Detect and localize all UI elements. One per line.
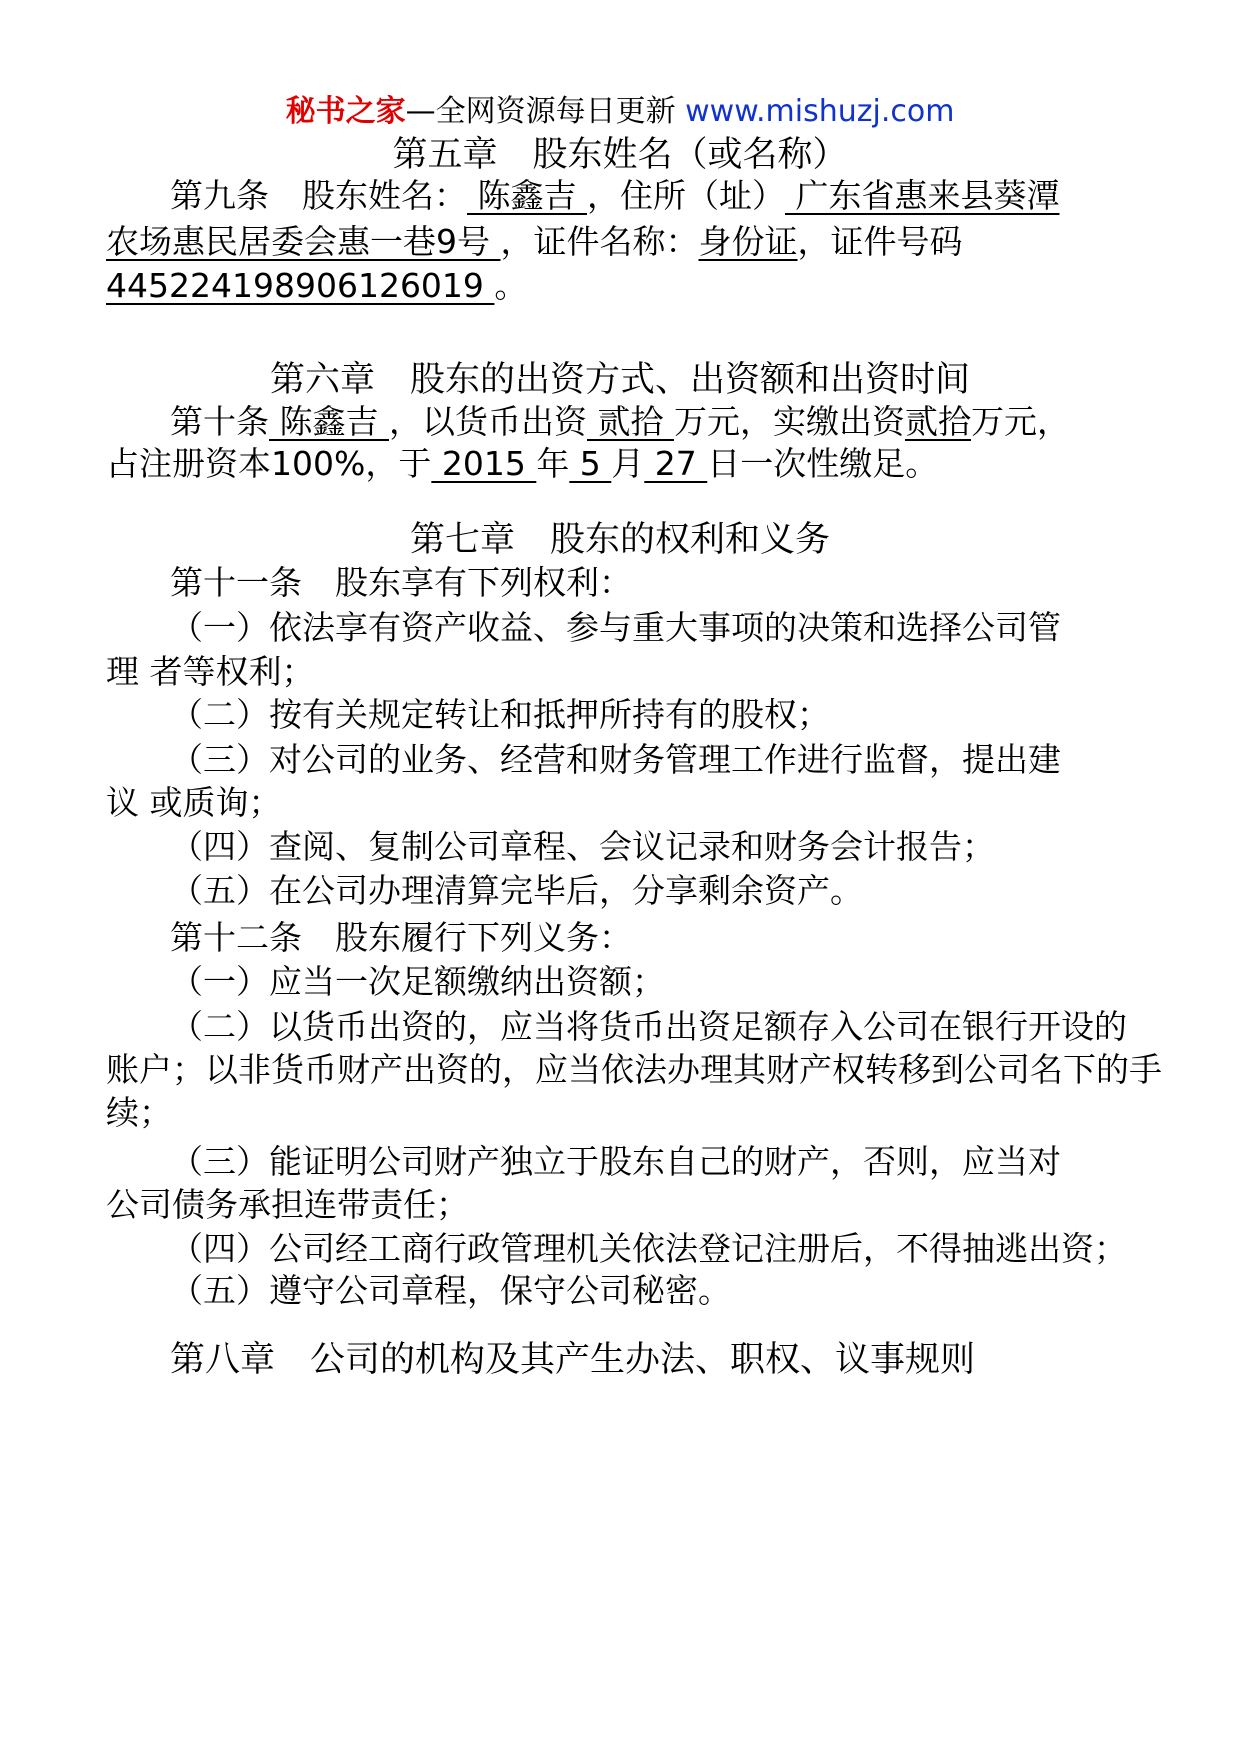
duty-item-4: （四）公司经工商行政管理机关依法登记注册后，不得抽逃出资；	[170, 1229, 1127, 1268]
shareholder-name: 陈鑫吉	[467, 176, 587, 215]
text: 占注册资本100%，于	[106, 444, 432, 483]
text: 日一次性缴足。	[707, 444, 939, 483]
chapter-6-title: 第六章 股东的出资方式、出资额和出资时间	[269, 360, 970, 400]
article-10-line-1	[170, 400, 1070, 444]
duty-item-2-line-3: 续；	[106, 1093, 172, 1132]
text: 万元，	[970, 402, 1070, 441]
text: ，以货币出资	[388, 402, 587, 441]
article-9-label: 第九条 股东姓名：	[170, 176, 467, 215]
text: 年	[536, 444, 570, 483]
article-10-label: 第十条	[170, 402, 269, 441]
duty-item-1: （一）应当一次足额缴纳出资额；	[170, 962, 665, 1001]
site-header	[0, 90, 1240, 134]
address-part-1: 广东省惠来县葵潭	[784, 176, 1060, 215]
article-11-label: 第十一条 股东享有下列权利：	[170, 563, 632, 602]
right-item-3-line-1: （三）对公司的业务、经营和财务管理工作进行监督，提出建	[170, 740, 1061, 779]
paid-amount: 贰拾	[904, 402, 971, 441]
id-number: 445224198906126019	[106, 266, 495, 305]
article-9-line-3	[106, 264, 527, 308]
right-item-1-line-2: 理 者等权利；	[106, 652, 315, 691]
address-part-2: 农场惠民居委会惠一巷9号	[106, 222, 501, 261]
chapter-8-title: 第八章 公司的机构及其产生办法、职权、议事规则	[170, 1340, 976, 1380]
text: ，证件号码	[797, 222, 963, 261]
duty-item-2-line-2: 账户；以非货币财产出资的，应当依法办理其财产权转移到公司名下的手	[106, 1050, 1162, 1089]
right-item-2: （二）按有关规定转让和抵押所持有的股权；	[170, 695, 830, 734]
header-slogan: —全网资源每日更新	[405, 94, 686, 129]
payment-month: 5	[569, 444, 612, 483]
right-item-4: （四）查阅、复制公司章程、会议记录和财务会计报告；	[170, 827, 995, 866]
chapter-5-title: 第五章 股东姓名（或名称）	[392, 135, 848, 175]
article-9-line-2	[106, 220, 963, 264]
duty-item-2-line-1: （二）以货币出资的，应当将货币出资足额存入公司在银行开设的	[170, 1007, 1127, 1046]
subscribed-amount: 贰拾	[586, 402, 674, 441]
text: ，住所（址）	[586, 176, 785, 215]
text: ，证件名称：	[500, 222, 699, 261]
text: 万元，实缴出资	[673, 402, 905, 441]
brand-name: 秘书之家	[285, 94, 406, 129]
duty-item-3-line-2: 公司债务承担连带责任；	[106, 1185, 469, 1224]
payment-day: 27	[644, 444, 708, 483]
text: 月	[611, 444, 645, 483]
article-12-label: 第十二条 股东履行下列义务：	[170, 918, 632, 957]
article-10-line-2	[106, 442, 938, 486]
contributor-name: 陈鑫吉	[269, 402, 389, 441]
chapter-7-title: 第七章 股东的权利和义务	[409, 520, 830, 560]
site-url-link[interactable]: www.mishuzj.com	[685, 94, 955, 129]
text: 。	[494, 266, 528, 305]
article-9-line-1	[170, 174, 1059, 218]
right-item-1-line-1: （一）依法享有资产收益、参与重大事项的决策和选择公司管	[170, 608, 1061, 647]
right-item-5: （五）在公司办理清算完毕后，分享剩余资产。	[170, 871, 863, 910]
duty-item-5: （五）遵守公司章程，保守公司秘密。	[170, 1271, 731, 1310]
id-type: 身份证	[698, 222, 798, 261]
right-item-3-line-2: 议 或质询；	[106, 783, 282, 822]
payment-year: 2015	[431, 444, 537, 483]
duty-item-3-line-1: （三）能证明公司财产独立于股东自己的财产，否则，应当对	[170, 1142, 1061, 1181]
